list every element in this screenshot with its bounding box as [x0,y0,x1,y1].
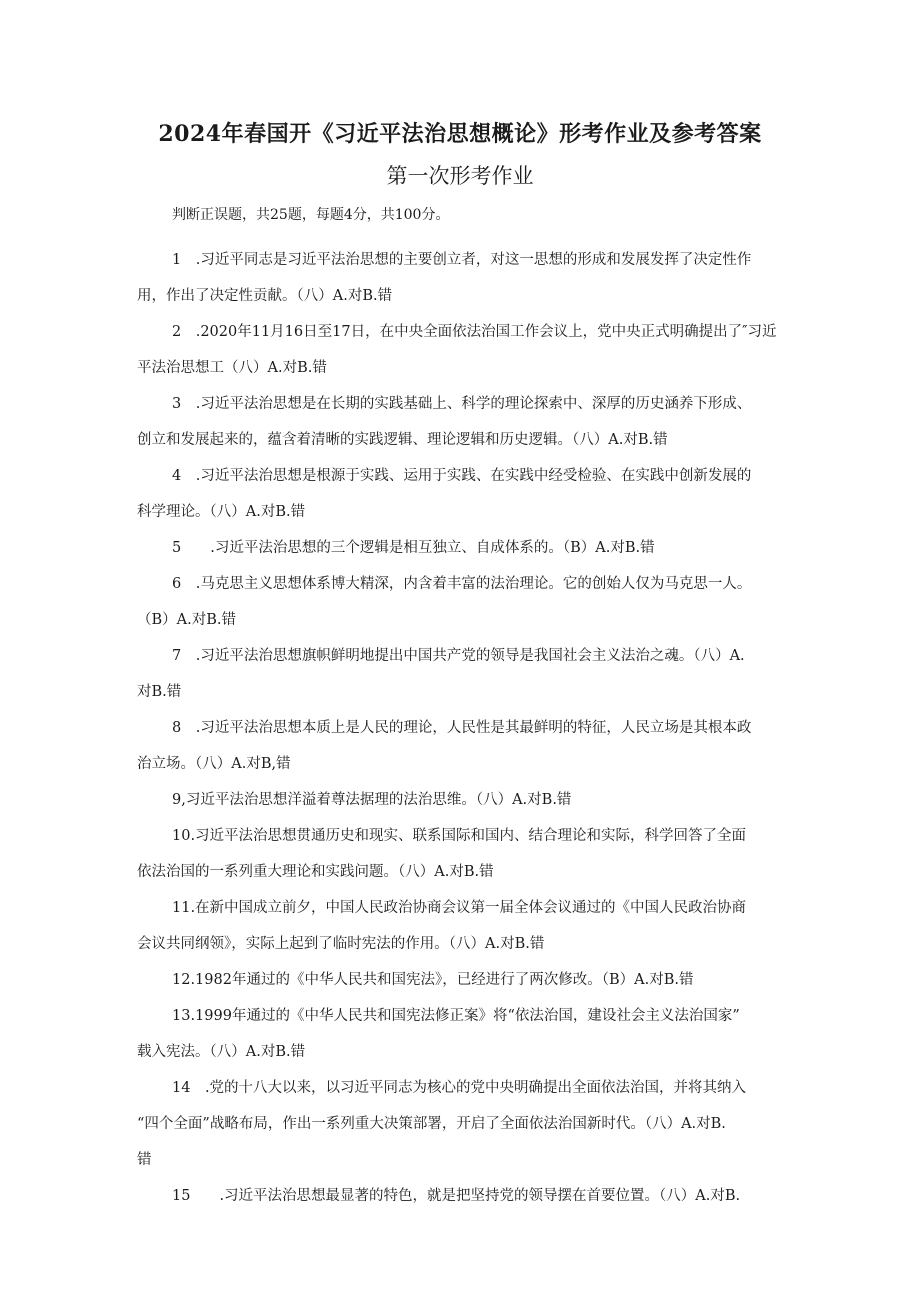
question-text-line: 依法治国的一系列重大理论和实践问题。（八）A.对B.错 [137,864,494,880]
question-item [137,1178,785,1214]
question-text-line: 13.1999年通过的《中华人民共和国宪法修正案》将“依法治国，建设社会主义法治国家” [172,1008,740,1024]
question-item [137,998,785,1070]
question-text-line: 4 .习近平法治思想是根源于实践、运用于实践、在实践中经受检验、在实践中创新发展的 [172,468,752,484]
question-text-line: 平法治思想工（八）A.对B.错 [137,360,327,376]
question-item [137,530,785,566]
question-text-line: 1 .习近平同志是习近平法治思想的主要创立者，对这一思想的形成和发展发挥了决定性作 [172,252,752,268]
question-text-line: 11.在新中国成立前夕，中国人民政治协商会议第一届全体会议通过的《中国人民政治协商 [172,900,747,916]
question-text-line: 12.1982年通过的《中华人民共和国宪法》，已经进行了两次修改。（B）A.对B.错 [172,972,694,988]
question-item [137,1070,785,1178]
question-text-line: 创立和发展起来的，蕴含着清晰的实践逻辑、理论逻辑和历史逻辑。（八）A.对B.错 [137,432,668,448]
question-text-line: （B）A.对B.错 [137,612,237,628]
question-item [137,782,785,818]
question-list [137,242,785,1214]
question-text-line: 用，作出了决定性贡献。（八）A.对B.错 [137,288,393,304]
question-text-line: 9,习近平法治思想洋溢着尊法据理的法治思维。（八）A.对B.错 [172,792,572,808]
document-title: 2024年春国开《习近平法治思想概论》形考作业及参考答案 [158,121,762,147]
question-text-line: 会议共同纲领》，实际上起到了临时宪法的作用。（八）A.对B.错 [137,936,545,952]
document-subtitle: 第一次形考作业 [386,164,534,188]
question-text-line: 2 .2020年11月16日至17日，在中央全面依法治国工作会议上，党中央正式明确提出了″习近 [172,324,777,340]
question-text-line: 15 .习近平法治思想最显著的特色，就是把坚持党的领导摆在首要位置。（八）A.对B. [172,1188,741,1204]
question-text-line: 错 [137,1152,152,1168]
question-text-line: 14 .党的十八大以来，以习近平同志为核心的党中央明确提出全面依法治国，并将其纳入 [172,1080,747,1096]
question-item [137,386,785,458]
question-text-line: 7 .习近平法治思想旗帜鲜明地提出中国共产党的领导是我国社会主义法治之魂。（八）A. [172,648,745,664]
question-text-line: 6 .马克思主义思想体系博大精深，内含着丰富的法治理论。它的创始人仅为马克思一人。 [172,576,752,592]
question-item [137,242,785,314]
question-text-line: 3 .习近平法治思想是在长期的实践基础上、科学的理论探索中、深厚的历史涵养下形成、 [172,396,752,412]
question-text-line: 对B.错 [137,684,182,700]
question-text-line: 10.习近平法治思想贯通历史和现实、联系国际和国内、结合理论和实际，科学回答了全面 [172,828,747,844]
question-text-line: 8 .习近平法治思想本质上是人民的理论，人民性是其最鲜明的特征，人民立场是其根本政 [172,720,752,736]
question-item [137,638,785,710]
question-text-line: “四个全面”战略布局，作出一系列重大决策部署，开启了全面依法治国新时代。（八）A.对B. [137,1116,726,1132]
question-item [137,314,785,386]
question-item [137,710,785,782]
question-text-line: 5 .习近平法治思想的三个逻辑是相互独立、自成体系的。（B）A.对B.错 [172,540,655,556]
question-text-line: 治立场。（八）A.对B,错 [137,756,291,772]
question-text-line: 载入宪法。（八）A.对B.错 [137,1044,306,1060]
question-item [137,818,785,890]
instructions: 判断正误题，共25题，每题4分，共100分。 [172,207,450,223]
question-item [137,458,785,530]
question-item [137,962,785,998]
question-item [137,890,785,962]
question-text-line: 科学理论。（八）A.对B.错 [137,504,306,520]
question-item [137,566,785,638]
